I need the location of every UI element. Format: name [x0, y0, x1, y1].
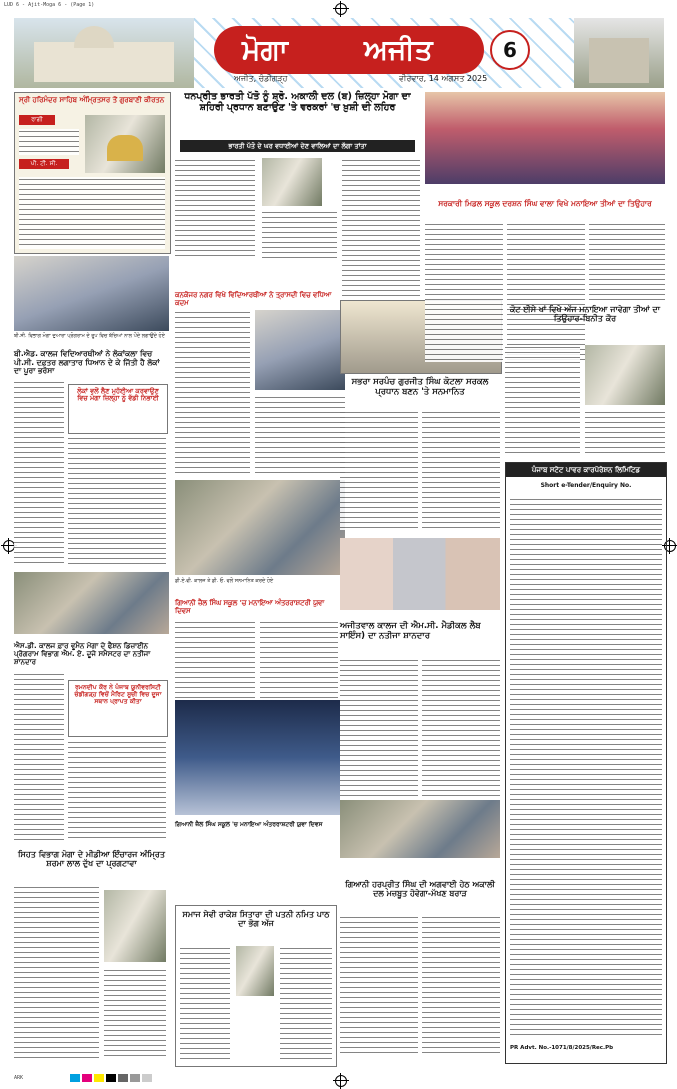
sarpanch-body-2 — [422, 410, 500, 530]
obituary-box — [175, 905, 337, 1067]
plantation-caption: ਬੀ.ਸੀ. ਵਿਭਾਗ ਮੋਗਾ ਦੁਆਰਾ ਪ੍ਰੋਗਰਾਮ ਦੇ ਰੂਪ ਵਿਚ ਬੱਚਿਆਂ ਨਾਲ ਪੌਦੇ ਲਗਾਉਂਦੇ ਹੋਏ — [14, 333, 165, 339]
health-dept-body — [14, 885, 99, 1060]
registration-mark-top — [335, 3, 347, 15]
sarpanch-body — [340, 410, 418, 530]
akali-photo — [340, 800, 500, 858]
bed-college-pullquote — [68, 384, 168, 434]
obituary-body — [180, 946, 230, 1061]
bed-college-headline: ਬੀ.ਐਡ. ਕਾਲਜ ਵਿਦਿਆਰਥੀਆਂ ਨੇ ਲੋਕਾਂਕਲਾ ਵਿਚ ਪੀ.ਸੀ. ਦਫ਼ਤਰ ਲਗਾਤਾਰ ਧਿਆਨ ਦੇ ਕੇ ਜਿੱਤੀ ਹੈ ਲੋਕਾਂ ਦਾ ਪੂਰਾ ਭਰੋਸਾ — [14, 349, 160, 376]
teej-body — [505, 345, 580, 455]
masthead-dateline — [234, 74, 554, 88]
raagi-list — [19, 129, 79, 155]
raagi-tag: ਰਾਗੀ — [19, 115, 55, 125]
masthead-title-right: ਅਜੀਤ — [364, 33, 433, 66]
kankojar-body-2 — [255, 395, 345, 475]
kankojar-photo — [255, 310, 345, 390]
bed-college-body-2 — [68, 436, 166, 566]
akali-body-2 — [422, 915, 500, 1055]
pspcl-tender-ad — [505, 462, 667, 1064]
tender-ad-body — [510, 497, 662, 1037]
group-award-caption: ਡੀ.ਏ.ਵੀ. ਕਾਲਜ ਤੇ ਡੀ. ਓ. ਵਲੋਂ ਸਨਮਾਨਿਤ ਕਰਦੇ ਹੋਏ — [175, 578, 274, 584]
hukamnama-box — [14, 92, 171, 254]
fashion-results-body-2 — [68, 740, 166, 842]
fashion-results-body — [14, 672, 64, 842]
masthead-building-image — [574, 18, 664, 88]
youth-day-headline: ਗਿਆਨੀ ਜ਼ੈਲ ਸਿੰਘ ਸਕੂਲ 'ਚ ਮਨਾਇਆ ਅੰਤਰਰਾਸ਼ਟਰੀ ਯੁਵਾ ਦਿਵਸ — [175, 599, 325, 615]
edition-label: ਅਜੀਤ, ਚੰਡੀਗੜ੍ਹ — [234, 74, 288, 83]
hukamnama-text — [19, 177, 165, 249]
tender-ad-title: ਪੰਜਾਬ ਸਟੇਟ ਪਾਵਰ ਕਾਰਪੋਰੇਸ਼ਨ ਲਿਮਿਟਿਡ — [506, 463, 666, 477]
teej-headline: ਕੋਟ ਈਸੇ ਖਾਂ ਵਿਖੇ ਅੱਜ ਮਨਾਇਆ ਜਾਵੇਗਾ ਤੀਆਂ ਦਾ ਤਿਉਹਾਰ-ਬਿਨੀਤ ਕੌਰ — [509, 305, 661, 324]
group-award-photo — [175, 480, 345, 575]
fashion-pullquote-text: ਰਮਨਦੀਪ ਕੌਰ ਨੇ ਪੰਜਾਬ ਯੂਨੀਵਰਸਿਟੀ ਚੰਡੀਗੜ੍ਹ ਵਿਚੋਂ ਮੈਰਿਟ ਸੂਚੀ ਵਿਚ ਦੂਜਾ ਸਥਾਨ ਪ੍ਰਾਪਤ ਕੀਤਾ — [74, 684, 162, 706]
school-body — [425, 222, 503, 362]
obituary-photo — [236, 946, 274, 996]
masthead — [14, 18, 664, 88]
issue-date: ਵੀਰਵਾਰ, 14 ਅਗਸਤ 2025 — [399, 74, 488, 83]
ptc-tag: ਪੀ. ਟੀ. ਸੀ. — [19, 159, 69, 169]
lead-headline: ਧਨਪ੍ਰੀਤ ਭਾਰਤੀ ਪੱਤੋ ਨੂੰ ਸ਼੍ਰੋ. ਅਕਾਲੀ ਦਲ (ਬ) ਜ਼ਿਲ੍ਹਾ ਮੋਗਾ ਦਾ ਸ਼ਹਿਰੀ ਪ੍ਰਧਾਨ ਬਣਾਉਣ 'ਤੇ ਵਰਕਰਾਂ 'ਚ ਖ਼ੁਸ਼ੀ ਦੀ ਲਹਿਰ — [184, 91, 411, 113]
lead-body — [175, 158, 255, 258]
teej-school-photo — [425, 92, 665, 184]
kankojar-body — [175, 310, 250, 475]
akali-headline: ਗਿਆਨੀ ਹਰਪ੍ਰੀਤ ਸਿੰਘ ਦੀ ਅਗਵਾਈ ਹੇਠ ਅਕਾਲੀ ਦਲ ਮਜ਼ਬੂਤ ਹੋਵੇਗਾ-ਮੱਖਣ ਬਰਾੜ — [345, 880, 495, 899]
kankojar-headline: ਕਨਕੋਜਰ ਨਗਰ ਵਿਖੇ ਵਿਦਿਆਰਥੀਆਂ ਨੇ ਤ੍ਰਾਸਦੀ ਵਿਚ ਵਧਿਆ ਕਦਮ — [175, 291, 332, 307]
youth-day-body-2 — [260, 620, 338, 700]
health-dept-body-2 — [104, 968, 166, 1060]
masthead-banner — [214, 26, 484, 74]
fashion-students-photo — [14, 572, 169, 634]
youth-day-caption: ਗਿਆਨੀ ਜ਼ੈਲ ਸਿੰਘ ਸਕੂਲ 'ਚ ਮਨਾਇਆ ਅੰਤਰਰਾਸ਼ਟਰੀ ਯੁਵਾ ਦਿਵਸ — [175, 821, 323, 828]
lead-body-3 — [342, 158, 420, 303]
hukamnama-title: ਸ੍ਰੀ ਹਰਿਮੰਦਰ ਸਾਹਿਬ ਅੰਮ੍ਰਿਤਸਰ ਤੋਂ ਗੁਰਬਾਣੀ ਕੀਰਤਨ — [19, 96, 165, 104]
bed-college-body — [14, 380, 64, 565]
print-slug-bottom: ARK — [14, 1075, 24, 1081]
obituary-body-2 — [280, 946, 332, 1061]
pullquote-text: ਲੋਕਾਂ ਵਲੋਂ ਲੈਣ ਮੁਹੱਈਆ ਕਰਵਾਉਣ ਵਿਚ ਮੋਗਾ ਜ਼ਿਲ੍ਹਾ ਨੂੰ ਵੱਡੀ ਨਿਭਾਈ — [77, 387, 159, 403]
obituary-portrait — [104, 890, 166, 962]
lab-results-body — [340, 658, 418, 798]
tender-ad-footer: PR Advt. No.-1071/8/2025/Rec.Pb — [510, 1045, 614, 1051]
lab-results-headline: ਅਜੀਤਵਾਲ ਕਾਲਜ ਦੀ ਐਮ.ਸੀ. ਮੈਡੀਕਲ ਲੈਬ ਸਾਇੰਸ) ਦਾ ਨਤੀਜਾ ਸ਼ਾਨਦਾਰ — [340, 621, 481, 641]
page-number: 6 — [490, 30, 530, 70]
print-slug: LUD 6 - Ajit-Moga 6 - (Page 1) — [4, 2, 95, 8]
masthead-title-left: ਮੋਗਾ — [242, 33, 288, 66]
fashion-results-headline: ਐਸ.ਡੀ. ਕਾਲਜ ਫ਼ਾਰ ਵੂਮੈਨ ਮੋਗਾ ਦੇ ਫੈਸ਼ਨ ਡਿਜ਼ਾਈਨ ਪ੍ਰੋਗਰਾਮ ਵਿਭਾਗ ਐਮ. ਏ. ਦੂਜੇ ਸਮੈਸਟਰ ਦਾ ਨਤੀਜਾ ਸ਼ਾਨਦਾਰ — [14, 642, 151, 667]
school-headline: ਸਰਕਾਰੀ ਮਿਡਲ ਸਕੂਲ ਦਰਸ਼ਨ ਸਿੰਘ ਵਾਲਾ ਵਿਖੇ ਮਨਾਇਆ ਤੀਆਂ ਦਾ ਤਿਉਹਾਰ — [438, 199, 652, 208]
obituary-headline: ਸਮਾਜ ਸੇਵੀ ਰਾਕੇਸ਼ ਸਿਤਾਰਾ ਦੀ ਪਤਨੀ ਨਮਿਤ ਪਾਠ ਦਾ ਭੋਗ ਅੱਜ — [182, 910, 330, 929]
lab-students-photos — [340, 538, 500, 610]
lead-strap: ਭਾਰਤੀ ਪੱਤੋ ਦੇ ਘਰ ਵਧਾਈਆਂ ਦੇਣ ਵਾਲਿਆਂ ਦਾ ਲੱਗਾ ਤਾਂਤਾ — [180, 140, 415, 152]
golden-temple-photo — [85, 115, 165, 173]
lead-portrait — [262, 158, 322, 206]
sarpanch-headline: ਸਭਰਾ ਸਰਪੰਚ ਗੁਰਜੀਤ ਸਿੰਘ ਕੋਟਲਾ ਸਰਕਲ ਪ੍ਰਧਾਨ ਬਣਨ 'ਤੇ ਸਨਮਾਨਿਤ — [351, 377, 489, 397]
teej-body-2 — [585, 410, 665, 455]
school-body-3 — [589, 222, 665, 302]
lead-body-2 — [262, 210, 337, 258]
masthead-temple-image — [14, 18, 194, 88]
tender-ad-subtitle: Short e-Tender/Enquiry No. — [540, 482, 632, 489]
school-body-2 — [507, 222, 585, 362]
registration-mark-bottom — [335, 1075, 347, 1087]
color-bar — [70, 1074, 152, 1082]
lab-results-body-2 — [422, 658, 500, 798]
youth-day-photo — [175, 700, 340, 815]
teej-portrait — [585, 345, 665, 405]
akali-body — [340, 915, 418, 1055]
plantation-photo — [14, 256, 169, 331]
fashion-pullquote — [68, 680, 168, 737]
health-dept-headline: ਸਿਹਤ ਵਿਭਾਗ ਮੋਗਾ ਦੇ ਮੀਡੀਆ ਇੰਚਾਰਜ ਅੰਮ੍ਰਿਤ ਸ਼ਰਮਾ ਲਾਲ ਦੁੱਖ ਦਾ ਪ੍ਰਗਟਾਵਾ — [17, 850, 165, 869]
